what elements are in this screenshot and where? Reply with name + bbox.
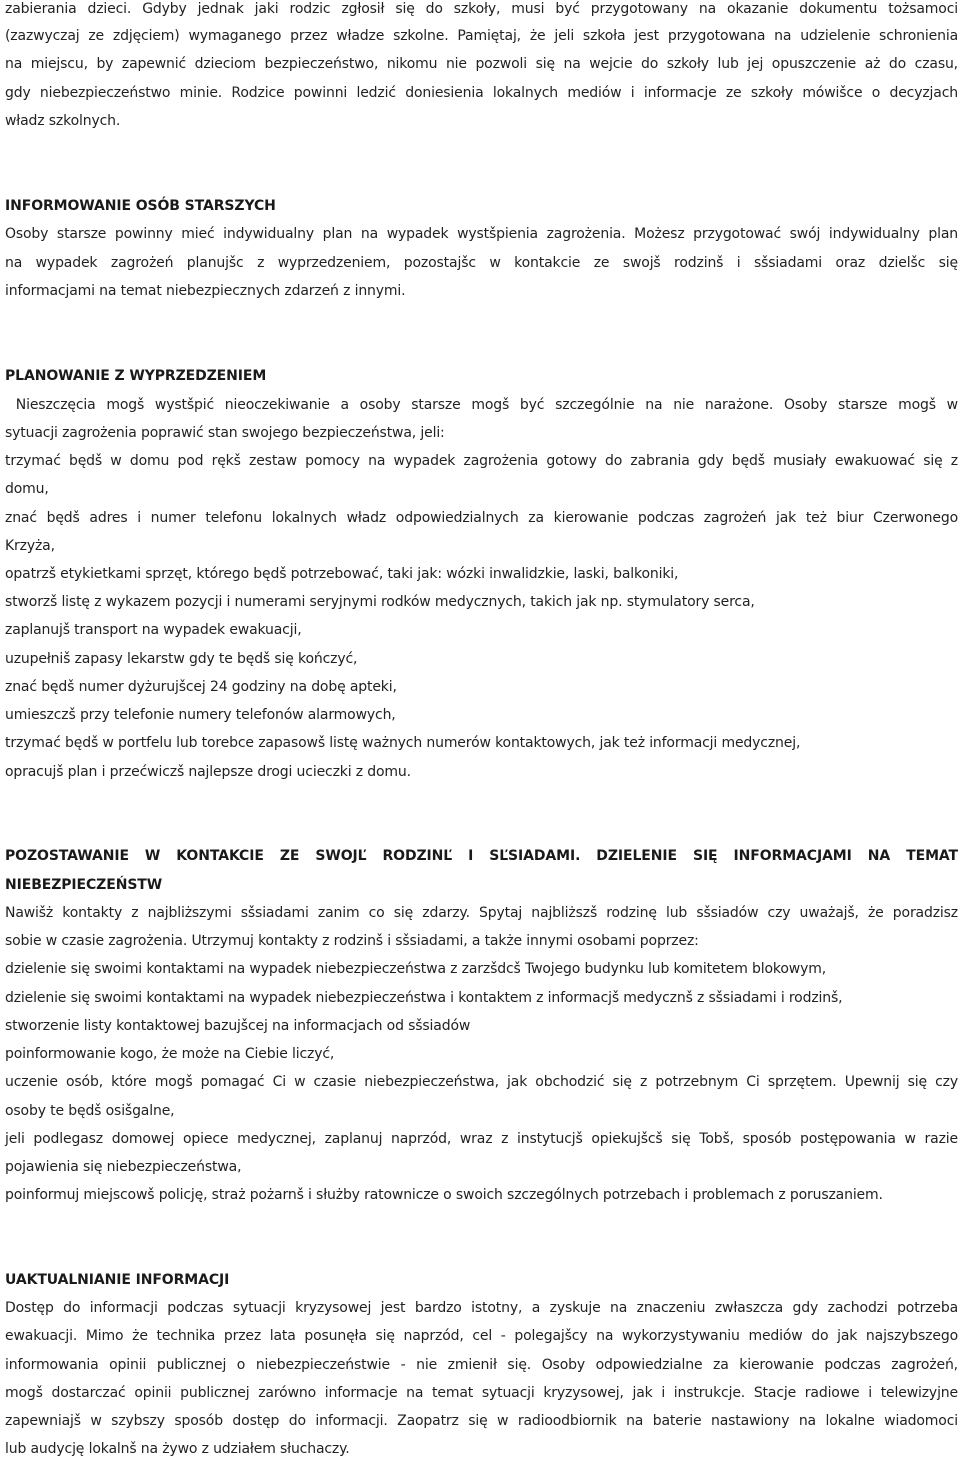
list-item: opracujš plan i przećwiczš najlepsze drogi ucieczki z domu. xyxy=(5,764,411,780)
paragraph-line: mogš dostarczać opinii publicznej zarówno informacje na temat sytuacji kryzysowej, jak i instrukcje. Stacje radiowe i telewizyjne xyxy=(5,1385,958,1401)
list-item: trzymać będš w domu pod rękš zestaw pomocy na wypadek zagrożenia gotowy do zabrania gdy będš musiały ewakuować się z xyxy=(5,453,958,469)
paragraph-line: zabierania dzieci. Gdyby jednak jaki rodzic zgłosił się do szkoły, musi być przygotowany na okazanie dokumentu tożsamoci xyxy=(5,1,958,17)
list-item: zaplanujš transport na wypadek ewakuacji, xyxy=(5,622,302,638)
list-item-continuation: Krzyża, xyxy=(5,538,55,554)
paragraph-line: zapewniajš w szybszy sposób dostęp do informacji. Zaopatrz się w radioodbiornik na baterie nastawiony na lokalne wiadomoci xyxy=(5,1413,958,1429)
paragraph-line: gdy niebezpieczeństwo minie. Rodzice powinni ledzić doniesienia lokalnych mediów i informacje ze szkoły mówišce o decyzjach xyxy=(5,85,958,101)
list-item: znać będš numer dyżurujšcej 24 godziny na dobę apteki, xyxy=(5,679,397,695)
list-item: dzielenie się swoimi kontaktami na wypadek niebezpieczeństwa z zarzšdcš Twojego budynku lub komitetem blokowym, xyxy=(5,961,827,977)
paragraph-line: Nieszczęcia mogš wystšpić nieoczekiwanie a osoby starsze mogš być szczególnie na nie narażone. Osoby starsze mogš w xyxy=(5,397,958,413)
list-item: jeli podlegasz domowej opiece medycznej, zaplanuj naprzód, wraz z instytucjš opiekujšcš się Tobš, sposób postępowania w razie xyxy=(5,1131,958,1147)
list-item: poinformowanie kogo, że może na Ciebie liczyć, xyxy=(5,1046,335,1062)
list-item: stworzenie listy kontaktowej bazujšcej na informacjach od sšsiadów xyxy=(5,1018,471,1034)
list-item: poinformuj miejscowš policję, straż pożarnš i służby ratownicze o swoich szczególnych potrzebach i problemach z poruszaniem. xyxy=(5,1187,883,1203)
list-item: umieszczš przy telefonie numery telefonów alarmowych, xyxy=(5,707,396,723)
paragraph-line: lub audycję lokalnš na żywo z udziałem słuchaczy. xyxy=(5,1441,350,1457)
paragraph-line: na miejscu, by zapewnić dzieciom bezpieczeństwo, nikomu nie pozwoli się na wejcie do szkoły lub jej opuszczenie aż do czasu, xyxy=(5,56,958,72)
list-item: znać będš adres i numer telefonu lokalnych władz odpowiedzialnych za kierowanie podczas zagrożeń jak też biur Czerwonego xyxy=(5,510,958,526)
paragraph-line: informacjami na temat niebezpiecznych zdarzeń z innymi. xyxy=(5,283,406,299)
list-item: stworzš listę z wykazem pozycji i numerami seryjnymi rodków medycznych, takich jak np. stymulatory serca, xyxy=(5,594,755,610)
paragraph-line: Dostęp do informacji podczas sytuacji kryzysowej jest bardzo istotny, a zyskuje na znaczeniu zwłaszcza gdy zachodzi potrzeba xyxy=(5,1300,958,1316)
list-item-continuation: domu, xyxy=(5,481,49,497)
section-heading-continuation: NIEBEZPIECZEŃSTW xyxy=(5,877,163,893)
paragraph-line: Osoby starsze powinny mieć indywidualny plan na wypadek wystšpienia zagrożenia. Możesz przygotować swój indywidualny plan xyxy=(5,226,958,242)
section-heading: POZOSTAWANIE W KONTAKCIE ZE SWOJĽ RODZINĽ I SĽSIADAMI. DZIELENIE SIĘ INFORMACJAMI NA TEMAT xyxy=(5,848,958,864)
section-heading: UAKTUALNIANIE INFORMACJI xyxy=(5,1272,230,1288)
paragraph-line: (zazwyczaj ze zdjęciem) wymaganego przez władze szkolne. Pamiętaj, że jeli szkoła jest przygotowana na udzielenie schronienia xyxy=(5,28,958,44)
paragraph-line: Nawišż kontakty z najbliższymi sšsiadami zanim co się zdarzy. Spytaj najbliższš rodzinę lub sšsiadów czy uważajš, że poradzisz xyxy=(5,905,958,921)
list-item-continuation: pojawienia się niebezpieczeństwa, xyxy=(5,1159,242,1175)
list-item: trzymać będš w portfelu lub torebce zapasowš listę ważnych numerów kontaktowych, jak też informacji medycznej, xyxy=(5,735,801,751)
paragraph-line: na wypadek zagrożeń planujšc z wyprzedzeniem, pozostajšc w kontakcie ze swojš rodzinš i sšsiadami oraz dzielšc się xyxy=(5,255,958,271)
section-heading: INFORMOWANIE OSÓB STARSZYCH xyxy=(5,198,276,214)
list-item: uzupełniš zapasy lekarstw gdy te będš się kończyć, xyxy=(5,651,358,667)
paragraph-line: informowania opinii publicznej o niebezpieczeństwie - nie zmienił się. Osoby odpowiedzialne za kierowanie podczas zagrożeń, xyxy=(5,1357,958,1373)
paragraph-line: sytuacji zagrożenia poprawić stan swojego bezpieczeństwa, jeli: xyxy=(5,425,445,441)
list-item-continuation: osoby te będš osišgalne, xyxy=(5,1103,175,1119)
list-item: dzielenie się swoimi kontaktami na wypadek niebezpieczeństwa i kontaktem z informacjš medycznš z sšsiadami i rodzinš, xyxy=(5,990,843,1006)
list-item: uczenie osób, które mogš pomagać Ci w czasie niebezpieczeństwa, jak obchodzić się z potrzebnym Ci sprzętem. Upewnij się czy xyxy=(5,1074,958,1090)
list-item: opatrzš etykietkami sprzęt, którego będš potrzebować, taki jak: wózki inwalidzkie, laski, balkoniki, xyxy=(5,566,679,582)
paragraph-line: sobie w czasie zagrożenia. Utrzymuj kontakty z rodzinš i sšsiadami, a także innymi osobami poprzez: xyxy=(5,933,699,949)
paragraph-line: ewakuacji. Mimo że technika przez lata posunęła się naprzód, cel - polegajšcy na wykorzystywaniu mediów do jak najszybszego xyxy=(5,1328,958,1344)
section-heading: PLANOWANIE Z WYPRZEDZENIEM xyxy=(5,368,267,384)
paragraph-line: władz szkolnych. xyxy=(5,113,121,129)
